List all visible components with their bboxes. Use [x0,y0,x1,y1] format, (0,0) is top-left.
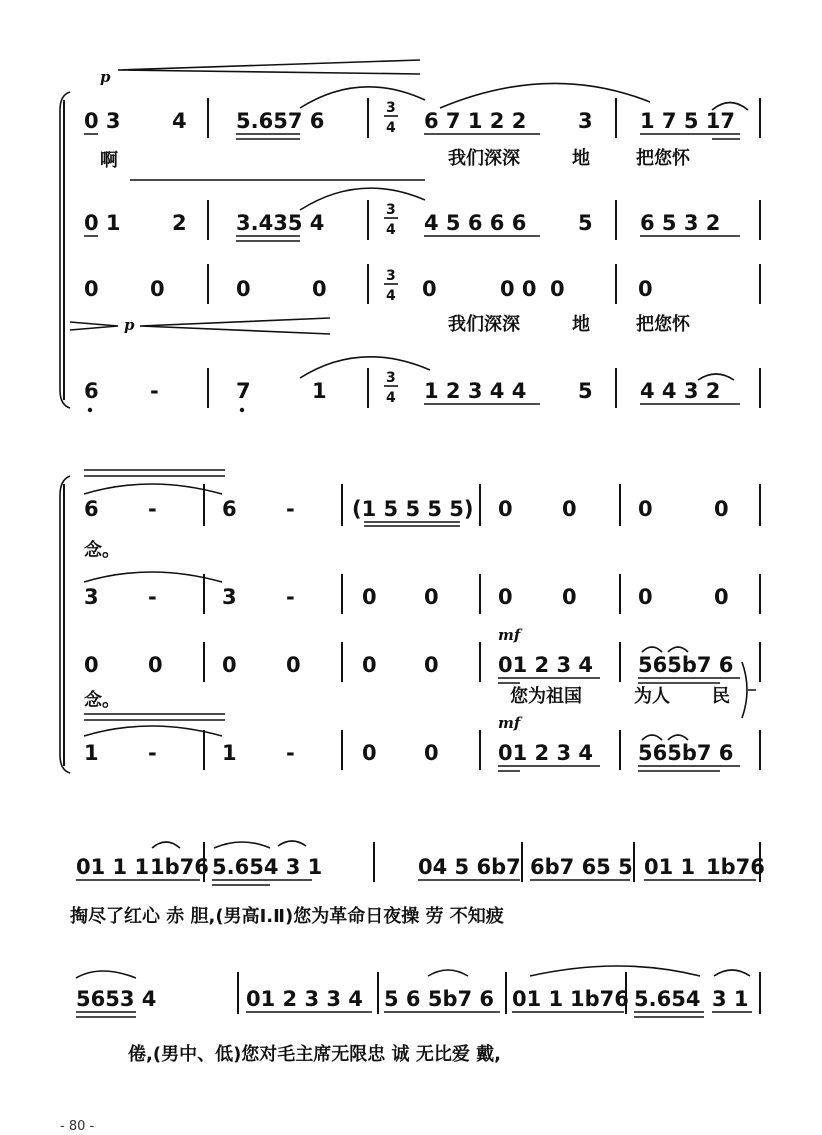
l3-cell-3: 5.654 3 1 [212,855,323,879]
s2-r1-cell-7: 0 [562,497,577,521]
beams-s2-row1 [364,522,460,526]
l4-cell-6: 5.654 [634,987,701,1011]
line-3 [69,841,765,927]
system-1 [60,60,760,412]
s1-r4-cell-3: 7 [236,379,251,403]
s1-r3-cell-3: 0 [236,277,251,301]
s1-r1-cell-5: 3 [578,109,593,133]
s1-r4-cell-1: 6 [84,379,99,403]
s2-lyric3-a: 念。 [84,690,120,711]
hairpin-s2-row4 [84,714,225,720]
s1-lyric1-a: 啊 [100,150,118,171]
s2-r4-cell-4: - [286,741,295,765]
line-4 [76,966,760,1065]
beams-row2 [84,236,740,241]
s1-r1-cell-3: 5.657 6 [236,109,325,133]
s1-r3-cell-5: 0 [422,277,437,301]
beams-row1 [84,134,740,139]
s1-r2-cell-2: 2 [172,211,187,235]
crescendo-hairpin-low [140,318,330,334]
beams-line3 [76,880,756,885]
s2-r4-cell-6: 0 [424,741,439,765]
s1-r3-cell-2: 0 [150,277,165,301]
s1-r3-cell-7: 0 [550,277,565,301]
l4-cell-3: 5 6 5b7 6 [384,987,495,1011]
s2-r2-cell-6: 0 [424,585,439,609]
s1-r3-cell-6: 0 0 [500,277,537,301]
dynamic-p-low: p [124,316,135,334]
s2-r2-cell-8: 0 [562,585,577,609]
s1-r1-cell-4: 6 7 1 2 2 [424,109,527,133]
l3-cell-1: 01 1 1 [76,855,150,879]
s2-r3-cell-6: 0 [424,653,439,677]
dynamic-mf-row4: mf [498,714,521,732]
s2-r1-cell-9: 0 [714,497,729,521]
time-sig-top: 3 [386,268,396,284]
s1-r4-cell-6: 5 [578,379,593,403]
time-sig-bottom: 4 [386,390,396,406]
l4-cell-2: 01 2 3 3 4 [246,987,363,1011]
slur-row1-b [440,83,650,108]
s2-r1-cell-2: - [148,497,157,521]
s1-lyric1-d: 把您怀 [636,148,690,169]
s2-r4-cell-2: - [148,741,157,765]
l3-cell-7: 1b76 [706,855,765,879]
s1-r1-cell-6: 1 7 5 17 [640,109,735,133]
s2-r4-cell-3: 1 [222,741,237,765]
time-sig-bottom: 4 [386,120,396,136]
s2-r1-cell-6: 0 [498,497,513,521]
s2-r2-cell-3: 3 [222,585,237,609]
s2-lyric3-d: 民 [712,686,730,707]
l4-lyric: 倦,(男中、低)您对毛主席无限忠 诚 无比爱 戴, [128,1044,501,1065]
page-number: - 80 - [60,1119,95,1134]
l4-cell-1: 5653 4 [76,987,157,1011]
slurs-line3-a [152,841,306,848]
slur-row2 [300,188,425,210]
beams-line4 [76,1012,752,1017]
dynamic-mf-row3: mf [498,626,521,644]
s2-r1-cell-1: 6 [84,497,99,521]
voice-brace-right [742,662,756,718]
system-2 [60,470,760,773]
s1-r2-cell-6: 6 5 3 2 [640,211,721,235]
ties-s2-row4 [642,735,688,740]
l3-cell-2: 1b76 [150,855,209,879]
s2-lyric3-c: 为人 [634,686,670,707]
l3-lyric: 掏尽了红心 赤 胆,(男高Ⅰ.Ⅱ)您为革命日夜操 劳 不知疲 [70,906,504,927]
l4-cell-4: 01 1 [512,987,564,1011]
low-octave-dot [88,408,92,412]
tie-s2-row4 [84,726,222,736]
s1-r4-cell-2: - [150,379,159,403]
s2-r1-cell-8: 0 [638,497,653,521]
s1-lyric3-c: 把您怀 [636,314,690,335]
s2-r4-cell-5: 0 [362,741,377,765]
s1-r2-cell-4: 4 5 6 6 6 [424,211,527,235]
crescendo-hairpin-top [118,60,420,74]
s2-r3-cell-4: 0 [286,653,301,677]
s1-r1-cell-1: 0 3 [84,109,121,133]
s2-r3-cell-1: 0 [84,653,99,677]
s2-r2-cell-10: 0 [714,585,729,609]
s1-lyric1-b: 我们深深 [448,148,520,169]
time-sig-top: 3 [386,100,396,116]
s1-r3-cell-4: 0 [312,277,327,301]
s2-r1-cell-4: - [286,497,295,521]
tie-s2-row1 [84,484,222,494]
s1-r3-cell-8: 0 [638,277,653,301]
s2-r1-cell-5: (1 5 5 5 5) [352,497,474,521]
s1-r4-cell-5: 1 2 3 4 4 [424,379,527,403]
slur-line4-a [76,971,136,978]
s2-r2-cell-4: - [286,585,295,609]
ties-s2-row3 [642,647,688,652]
s2-r3-cell-3: 0 [222,653,237,677]
s2-lyric1: 念。 [84,540,120,561]
s1-r2-cell-1: 0 1 [84,211,121,235]
s2-r2-cell-9: 0 [638,585,653,609]
l3-cell-5: 6b7 65 5 [530,855,633,879]
slurs-line4-b [428,966,750,976]
hairpin-s2 [84,470,225,476]
s2-r4-cell-8: 565b7 6 [638,741,734,765]
s2-r1-cell-3: 6 [222,497,237,521]
s1-lyric3-b: 地 [572,314,590,335]
s1-r4-cell-4: 1 [312,379,327,403]
s1-r1-cell-2: 4 [172,109,187,133]
s1-r4-cell-7: 4 4 3 2 [640,379,721,403]
l3-cell-6: 01 1 [644,855,696,879]
dynamic-p-top: p [100,68,111,86]
s2-r2-cell-7: 0 [498,585,513,609]
decrescendo-hairpin-low [70,322,118,330]
slur-row1-a [300,87,425,108]
s2-r4-cell-7: 01 2 3 4 [498,741,593,765]
slur-row4-a [300,357,430,378]
s2-r3-cell-8: 565b7 6 [638,653,734,677]
l4-cell-7: 3 1 [712,987,749,1011]
s1-r3-cell-1: 0 [84,277,99,301]
l3-cell-4: 04 5 6b7 [418,855,521,879]
s1-r2-cell-3: 3.435 4 [236,211,325,235]
time-sig-top: 3 [386,370,396,386]
s2-r4-cell-1: 1 [84,741,99,765]
s2-lyric3-b: 您为祖国 [510,686,582,707]
s2-r2-cell-1: 3 [84,585,99,609]
time-sig-top: 3 [386,202,396,218]
s2-r2-cell-2: - [148,585,157,609]
s2-r2-cell-5: 0 [362,585,377,609]
s1-r2-cell-5: 5 [578,211,593,235]
s1-lyric3-a: 我们深深 [448,314,520,335]
s2-r3-cell-2: 0 [148,653,163,677]
s2-r3-cell-5: 0 [362,653,377,677]
time-sig-bottom: 4 [386,288,396,304]
low-octave-dot [240,408,244,412]
s2-r3-cell-7: 01 2 3 4 [498,653,593,677]
tie-s2-row2 [84,572,222,582]
time-sig-bottom: 4 [386,222,396,238]
s1-lyric1-c: 地 [572,148,590,169]
l4-cell-5: 1b76 [570,987,629,1011]
